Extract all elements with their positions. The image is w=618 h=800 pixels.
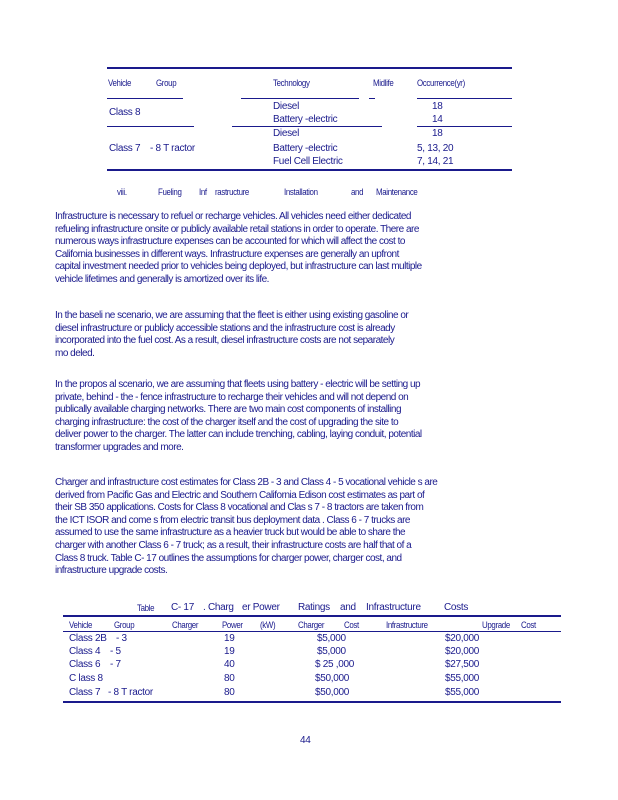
paragraph-3: [55, 379, 565, 455]
text-line: In the propos al scenario, we are assuming that fleets using battery - electric will be setting up: [55, 379, 421, 390]
heading-word: Inf: [199, 187, 207, 197]
caption-word: Ratings: [298, 602, 330, 613]
rule: [241, 98, 359, 99]
header-cost: Cost: [344, 620, 359, 630]
cell-upgrade-cost: $55,000: [445, 687, 480, 698]
text-line: private, behind - the - fence infrastructure to recharge their vehicles and will not depend on: [55, 391, 409, 403]
cell-power: 80: [224, 673, 235, 684]
row-class7-label: Class 7: [109, 143, 141, 154]
cell-upgrade-cost: $20,000: [445, 633, 480, 644]
text-line: mo deled.: [55, 347, 95, 359]
section-number: viii.: [117, 187, 127, 197]
text-line: transformer upgrades and more.: [55, 441, 184, 453]
text-line: capital investment needed prior to vehicles being deployed, but infrastructure can last multiple: [55, 261, 422, 273]
header-power: Power: [222, 620, 243, 630]
text-line: Charger and infrastructure cost estimates for Class 2B - 3 and Class 4 - 5 vocational vehicle s are: [55, 477, 438, 488]
header-group: Group: [114, 620, 135, 630]
table-2-header-rule: [63, 631, 561, 632]
table-1-top-rule: [107, 67, 512, 69]
row-class8-occ-2: 14: [432, 114, 443, 125]
row-class8-occ-1: 18: [432, 101, 443, 112]
cell-upgrade-cost: $55,000: [445, 673, 480, 684]
header-technology: Technology: [273, 78, 310, 88]
text-line: infrastructure upgrade costs.: [55, 565, 168, 577]
header-infrastructure: Infrastructure: [386, 620, 428, 630]
text-line: deliver power to the charger. The latter can include trenching, cabling, laying conduit, potential: [55, 429, 422, 441]
header-upgrade-cost: Cost: [521, 620, 536, 630]
heading-word: Maintenance: [376, 187, 418, 197]
row-class7-tech-2: Battery -electric: [273, 143, 338, 154]
cell-vehicle: Class 7: [69, 687, 101, 698]
text-line: charger with another Class 6 - 7 truck; as a result, their infrastructure costs are half that of a: [55, 539, 412, 551]
header-group: Group: [156, 78, 177, 88]
paragraph-1: [55, 211, 565, 287]
header-charger: Charger: [172, 620, 199, 630]
text-line: vehicle lifetimes and generally is amortized over its life.: [55, 273, 269, 285]
cell-group: - 8 T ractor: [108, 687, 153, 698]
cell-group: - 5: [110, 646, 121, 657]
page-number: 44: [300, 735, 311, 746]
text-line: In the baseli ne scenario, we are assuming that the fleet is either using existing gasoline or: [55, 310, 409, 321]
cell-group: - 3: [116, 633, 127, 644]
caption-word: Table: [137, 603, 155, 613]
row-class7-occ-2: 5, 13, 20: [417, 143, 454, 154]
text-line: refueling infrastructure onsite or publicly available retail stations in order to operate. There are: [55, 223, 419, 235]
text-line: their SB 350 applications. Costs for Class 8 vocational and Clas s 7 - 8 tractors are taken from: [55, 502, 424, 514]
text-line: publically available charging networks. There are two main cost components of installing: [55, 404, 402, 416]
row-class7-tech-3: Fuel Cell Electric: [273, 156, 343, 167]
text-line: diesel infrastructure or publicly accessible stations and the infrastructure cost is already: [55, 322, 395, 334]
header-occurrence: Occurrence(yr): [417, 78, 465, 88]
caption-word: er Power: [242, 602, 280, 613]
cell-upgrade-cost: $20,000: [445, 646, 480, 657]
rule: [417, 126, 512, 127]
header-upgrade: Upgrade: [482, 620, 510, 630]
header-charger-cost: Charger: [298, 620, 325, 630]
cell-power: 19: [224, 633, 235, 644]
row-class7-tech-1: Diesel: [273, 128, 299, 139]
cell-power: 19: [224, 646, 235, 657]
cell-group: - 7: [110, 659, 121, 670]
cell-upgrade-cost: $27,500: [445, 659, 480, 670]
table-2-bottom-rule: [63, 701, 561, 703]
row-class8-label: Class 8: [109, 107, 141, 118]
text-line: the ICT ISOR and come s from electric transit bus deployment data . Class 6 - 7 trucks are: [55, 514, 410, 526]
table-1-bottom-rule: [107, 169, 512, 171]
paragraph-2: [55, 310, 565, 360]
rule: [417, 98, 512, 99]
rule: [107, 98, 183, 99]
cell-power: 40: [224, 659, 235, 670]
heading-word: rastructure: [215, 187, 249, 197]
cell-charger-cost: $ 25 ,000: [315, 659, 355, 670]
text-line: Class 8 truck. Table C- 17 outlines the assumptions for charger power, charger cost, and: [55, 552, 402, 564]
rule: [369, 98, 375, 99]
text-line: incorporated into the fuel cost. As a result, diesel infrastructure costs are not separately: [55, 335, 395, 347]
cell-vehicle: Class 4: [69, 646, 101, 657]
cell-charger-cost: $5,000: [317, 646, 346, 657]
text-line: Infrastructure is necessary to refuel or recharge vehicles. All vehicles need either dedicated: [55, 211, 411, 222]
rule: [107, 126, 194, 127]
row-class7-occ-3: 7, 14, 21: [417, 156, 454, 167]
header-kw: (kW): [260, 620, 276, 630]
caption-word: C- 17: [171, 602, 194, 613]
text-line: charging infrastructure: the cost of the charger itself and the cost of upgrading the site to: [55, 416, 399, 428]
header-vehicle: Vehicle: [108, 78, 132, 88]
caption-word: Infrastructure: [366, 602, 421, 613]
caption-word: . Charg: [203, 602, 234, 613]
row-class8-tech-2: Battery -electric: [273, 114, 338, 125]
cell-vehicle: C lass 8: [69, 673, 103, 684]
table-2-top-rule: [63, 615, 561, 617]
cell-vehicle: Class 6: [69, 659, 101, 670]
rule: [232, 126, 382, 127]
heading-word: Fueling: [158, 187, 182, 197]
text-line: numerous ways infrastructure expenses can be accounted for which will affect the cost to: [55, 236, 405, 248]
cell-charger-cost: $50,000: [315, 687, 350, 698]
header-midlife: Midlife: [373, 78, 394, 88]
caption-word: and: [340, 602, 356, 613]
text-line: assumed to use the same infrastructure as a heavier truck but would be able to share the: [55, 527, 406, 539]
row-class8-tech-1: Diesel: [273, 101, 299, 112]
cell-charger-cost: $5,000: [317, 633, 346, 644]
heading-word: Installation: [284, 187, 318, 197]
cell-power: 80: [224, 687, 235, 698]
header-vehicle: Vehicle: [69, 620, 93, 630]
heading-word: and: [351, 187, 364, 197]
row-class7-group: - 8 T ractor: [150, 143, 195, 154]
text-line: derived from Pacific Gas and Electric and Southern California Edison cost estimates as part of: [55, 489, 425, 501]
text-line: California businesses in different ways. Infrastructure expenses are generally an upfront: [55, 248, 399, 260]
caption-word: Costs: [444, 602, 469, 613]
paragraph-4: [55, 477, 565, 578]
row-class7-occ-1: 18: [432, 128, 443, 139]
cell-charger-cost: $50,000: [315, 673, 350, 684]
cell-vehicle: Class 2B: [69, 633, 107, 644]
